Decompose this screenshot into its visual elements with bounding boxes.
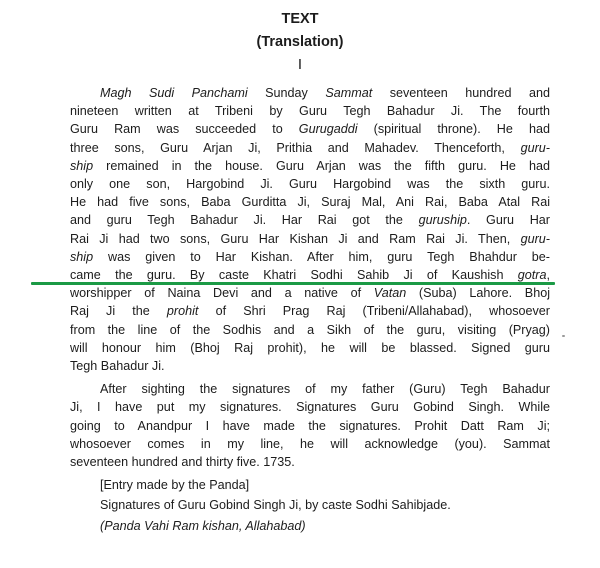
text-line: After sighting the signatures of my father (Guru) Tegh Bahadur [100, 382, 550, 397]
speck-mark [562, 335, 565, 337]
source-note: (Panda Vahi Ram kishan, Allahabad) [100, 518, 306, 533]
green-highlight-line [31, 282, 555, 285]
page-title: TEXT [281, 11, 319, 27]
text-line: going to Anandpur I have made the signatures. Prohit Datt Ram Ji; [70, 418, 550, 433]
text-line: Tegh Bahadur Ji. [70, 359, 165, 373]
text-line: came the guru. By caste Khatri Sodhi Sahib Ji of Kaushish gotra, [70, 268, 550, 282]
text-line: ship was given to Har Kishan. After him, guru Tegh Bhahdur be- [70, 249, 550, 264]
signature-note: Signatures of Guru Gobind Singh Ji, by caste Sodhi Sahibjade. [100, 498, 451, 513]
text-line: Ji, I have put my signatures. Signatures Guru Gobind Singh. While [70, 400, 550, 415]
text-line: Rai Ji had two sons, Guru Har Kishan Ji and Ram Rai Ji. Then, guru- [70, 231, 550, 246]
text-line: He had five sons, Baba Gurditta Ji, Suraj Mal, Ani Rai, Baba Atal Rai [70, 195, 550, 210]
text-line: nineteen written at Tribeni by Guru Tegh Bahadur Ji. The fourth [70, 104, 550, 119]
text-line: seventeen hundred and thirty five. 1735. [70, 455, 295, 469]
text-line: from the line of the Sodhis and a Sikh of the guru, visiting (Pryag) [70, 322, 550, 337]
text-line: three sons, Guru Arjan Ji, Prithia and Mahadev. Thenceforth, guru- [70, 140, 550, 155]
entry-note: [Entry made by the Panda] [100, 478, 250, 493]
page-subtitle: (Translation) [256, 34, 344, 50]
text-line: will honour him (Bhoj Raj prohit), he will be blassed. Signed guru [70, 340, 550, 355]
text-line: worshipper of Naina Devi and a native of Vatan (Suba) Lahore. Bhoj [70, 286, 550, 301]
section-number: I [297, 56, 303, 73]
text-line: whosoever comes in my line, he will acknowledge (you). Sammat [70, 436, 550, 451]
text-line: Guru Ram was succeeded to Gurugaddi (spiritual throne). He had [70, 122, 550, 137]
text-line: Magh Sudi Panchami Sunday Sammat seventeen hundred and [100, 86, 550, 100]
text-line: ship remained in the house. Guru Arjan was the fifth guru. He had [70, 158, 550, 173]
text-line: and guru Tegh Bahadur Ji. Har Rai got the guruship. Guru Har [70, 213, 551, 228]
text-line: Raj Ji the prohit of Shri Prag Raj (Tribeni/Allahabad), whosoever [70, 304, 550, 319]
text-line: only one son, Hargobind Ji. Guru Hargobind was the sixth guru. [70, 177, 550, 191]
